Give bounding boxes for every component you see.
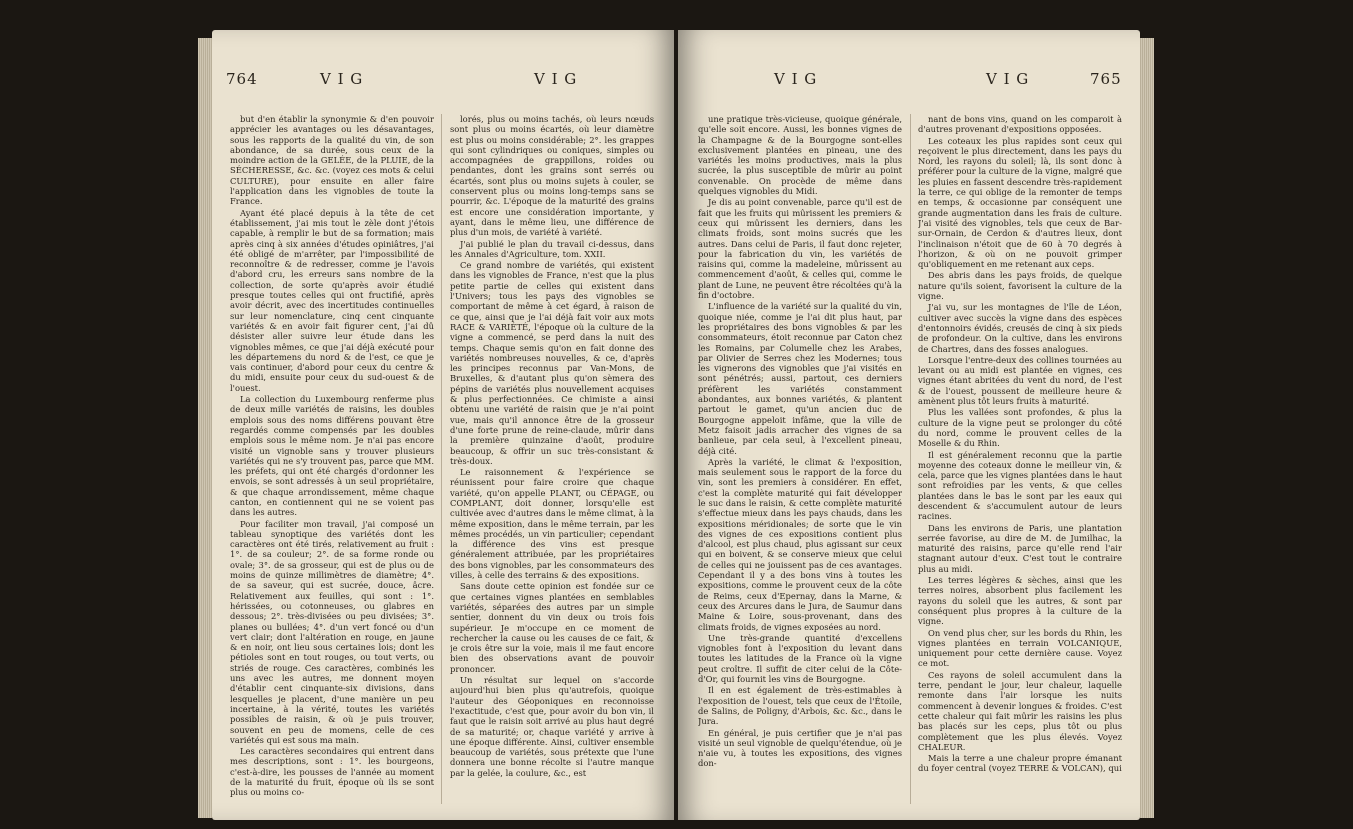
paragraph: En général, je puis certifier que je n'ai pas visité un seul vignoble de quelqu'étendue, où je n'aie vu, à toutes les expositions, des vignes don- [698, 727, 902, 769]
right-column-2 [918, 114, 1122, 814]
paragraph: Des abris dans les pays froids, de quelque nature qu'ils soient, favorisent la culture de la vigne. [918, 270, 1122, 302]
paragraph: Un résultat sur lequel on s'accorde aujourd'hui bien plus qu'autrefois, quoique l'auteur des Géoponiques en reconnoisse l'exactitude, c'est que, pour avoir du bon vin, il faut que le raisin soit arrivé au plus haut degré de sa maturité; or, chaque variété y arrive à une époque différente. Ainsi, cultiver ensemble beaucoup de variétés, sous prétexte que l'une donnera une bonne récolte si l'autre manque par la gelée, la coulure, &c., est [450, 675, 654, 778]
paragraph: Après la variété, le climat & l'exposition, mais seulement sous le rapport de la force du vin, sont les premiers à considérer. En effet, c'est la complète maturité qui fait développer le suc dans le raisin, & cette complète maturité s'effectue mieux dans les pays chauds, dans les expositions méridionales; de sorte que le vin des vignes de ces expositions contient plus d'alcool, est plus chaud, plus agissant sur ceux qui en boivent, & se conserve mieux que celui de celles qui ne jouissent pas de ces avantages. Cependant il y a des bons vins à toutes les expositions, comme le prouvent ceux de la côte de Reims, ceux d'Epernay, dans la Marne, & ceux des Arcures dans le Jura, de Saumur dans Maine & Loire, sous-provenant, dans des climats froids, de vignes exposées au nord. [698, 456, 902, 632]
column-divider [910, 114, 911, 804]
left-header-left: V I G [320, 70, 364, 88]
paragraph: Le raisonnement & l'expérience se réunissent pour faire croire que chaque variété, qu'on appelle PLANT, ou CÉPAGE, ou COMPLANT, doit donner, lorsqu'elle est cultivée avec d'autres dans le même climat, à la même exposition, dans le même terrain, par les mêmes procédés, un vin particulier; cependant la différence des vins est presque généralement attribuée, par les propriétaires des bons vignobles, par les consommateurs des villes, à celle des terrains & des expositions. [450, 467, 654, 581]
paragraph: Sans doute cette opinion est fondée sur ce que certaines vignes plantées en semblables variétés, séparées des autres par un simple sentier, donnent du vin deux ou trois fois supérieur. Je m'occupe en ce moment de rechercher la cause ou les causes de ce fait, & je crois être sur la voie, mais il me faut encore bien des observations avant de pouvoir prononcer. [450, 581, 654, 674]
paragraph: Lorsque l'entre-deux des collines tournées au levant ou au midi est plantée en vignes, ces vignes étant abritées du vent du nord, de l'est & de l'ouest, poussent de meilleure heure & amènent plus tôt leurs fruits à maturité. [918, 354, 1122, 407]
paragraph: Ces rayons de soleil accumulent dans la terre, pendant le jour, leur chaleur, laquelle remonte dans l'air lorsque les nuits commencent à devenir longues & froides. C'est cette chaleur qui fait mûrir les raisins les plus bas placés sur les ceps, plus tôt ou plus complètement que les plus élevés. Voyez CHALEUR. [918, 669, 1122, 752]
paragraph: L'influence de la variété sur la qualité du vin, quoique niée, comme je l'ai dit plus haut, par les propriétaires des bons vignobles & par les consommateurs, étoit reconnue par Caton chez les Romains, par Columelle chez les Arabes, par Olivier de Serres chez les Modernes; tous les vignerons des vignobles que j'ai visités en sont pénétrés; aussi, partout, ces derniers préfèrent les variétés constamment abondantes, aux bonnes variétés, & plantent partout le gamet, qu'un ancien duc de Bourgogne appeloit infâme, que la ville de Metz faisoit jadis arracher des vignes de sa banlieue, par cela seul, à l'excellent pineau, déjà cité. [698, 301, 902, 456]
page-edges-left [198, 38, 212, 818]
right-header-right: V I G [986, 70, 1030, 88]
left-column-1 [230, 114, 434, 814]
paragraph: Dans les environs de Paris, une plantation serrée favorise, au dire de M. de Jumilhac, la maturité des raisins, parce qu'elle rend l'air stagnant autour d'eux. C'est tout le contraire plus au midi. [918, 522, 1122, 574]
paragraph: Je dis au point convenable, parce qu'il est de fait que les fruits qui mûrissent les premiers & ceux qui mûrissent les derniers, dans les climats froids, sont moins sucrés que les autres. Dans celui de Paris, il faut donc rejeter, pour la fabrication du vin, les variétés de raisins qui, comme la madeleine, mûrissent au commencement d'août, & celles qui, comme le plant de Lune, ne peuvent être récoltées qu'à la fin d'octobre. [698, 197, 902, 301]
paragraph: Pour faciliter mon travail, j'ai composé un tableau synoptique des variétés dont les caractères ont été tirés, relativement au fruit : 1°. de sa couleur; 2°. de sa forme ronde ou ovale; 3°. de sa grosseur, qui est de plus ou de moins de quinze millimètres de diamètre; 4°. de sa saveur, qui est sucrée, douce, âcre. Relativement aux feuilles, qui sont : 1°. hérissées, ou cotonneuses, ou glabres en dessous; 2°. très-divisées ou peu divisées; 3°. planes ou bullées; 4°. d'un vert foncé ou d'un vert clair; dont l'altération en rouge, en jaune & en noir, ont lieu sous certaines lois; dont les pétioles sont en tout rouges, ou tout verts, ou striés de rouge. Ces caractères, combinés les uns avec les autres, me donnent moyen d'établir cent cinquante-six divisions, dans lesquelles je placent, d'une manière un peu incertaine, à la vérité, toutes les variétés possibles de raisin, & où je puis trouver, souvent en peu de momens, celle de ces variétés qui est sous ma main. [230, 518, 434, 745]
paragraph: J'ai publié le plan du travail ci-dessus, dans les Annales d'Agriculture, tom. XXII. [450, 238, 654, 259]
paragraph: J'ai vu, sur les montagnes de l'île de Léon, cultiver avec succès la vigne dans des espèces d'entonnoirs évidés, creusés de cinq à six pieds de profondeur. On la cultive, dans les environs de Chartres, dans des fosses analogues. [918, 302, 1122, 354]
right-page-number: 765 [1090, 70, 1122, 88]
right-page [678, 30, 1140, 820]
paragraph: lorés, plus ou moins tachés, où leurs nœuds sont plus ou moins écartés, où leur diamètre est plus ou moins considérable; 2°. les grappes qui sont cylindriques ou coniques, simples ou accompagnées de grappillons, roides ou pendantes, dont les grains sont serrés ou écartés, sont plus ou moins sujets à couler, se conservent plus ou moins long-temps sans se pourrir, &c. L'époque de la maturité des grains est encore une considération importante, y ayant, dans le même lieu, une différence de plus d'un mois, de variété à variété. [450, 114, 654, 238]
right-column-1 [698, 114, 902, 814]
left-header-right: V I G [534, 70, 578, 88]
paragraph: Une très-grande quantité d'excellens vignobles font à l'exposition du levant dans toutes les latitudes de la France où la vigne peut croître. Il suffit de citer celui de la Côte-d'Or, qui fournit les vins de Bourgogne. [698, 632, 902, 685]
paragraph: but d'en établir la synonymie & d'en pouvoir apprécier les avantages ou les désavantages, sous les rapports de la qualité du vin, de son abondance, de sa durée, sous ceux de la moindre action de la GELÉE, de la PLUIE, de la SÉCHERESSE, &c. &c. (voyez ces mots & celui CULTURE), pour ensuite en aller faire l'application dans les vignobles de toute la France. [230, 114, 434, 207]
left-column-2 [450, 114, 654, 814]
paragraph: Il en est également de très-estimables à l'exposition de l'ouest, tels que ceux de l'Étoile, de Salins, de Poligny, d'Arbois, &c. &c., dans le Jura. [698, 685, 902, 727]
paragraph: Mais la terre a une chaleur propre émanant du foyer central (voyez TERRE & VOLCAN), qui [918, 753, 1122, 774]
paragraph: Ce grand nombre de variétés, qui existent dans les vignobles de France, n'est que la plus petite partie de celles qui existent dans l'Univers; tous les pays des vignobles se comportant de même à cet égard, à raison de ce que, ainsi que je l'ai déjà fait voir aux mots RACE & VARIÉTÉ, l'époque où la culture de la vigne a commencé, se perd dans la nuit des temps. Chaque semis qu'on en fait donne des variétés nombreuses nouvelles, & ce, d'après les principes reconnus par Van-Mons, de Bruxelles, & d'autant plus qu'on sèmera des pépins de variétés plus nouvellement acquises & plus perfectionnées. Ce chimiste a ainsi obtenu une variété de raisin que je n'ai point vue, mais qu'il annonce être de la grosseur d'une forte prune de reine-claude, mûrir dans la première quinzaine d'août, produire beaucoup, & offrir un suc très-consistant & très-doux. [450, 260, 654, 466]
paragraph: Les terres légères & sèches, ainsi que les terres noires, absorbent plus facilement les rayons du soleil que les autres, & sont par conséquent plus propres à la culture de la vigne. [918, 575, 1122, 627]
paragraph: Il est généralement reconnu que la partie moyenne des coteaux donne le meilleur vin, & cela, parce que les vignes plantées dans le haut sont refroidies par les vents, & que celles plantées dans le bas le sont par les eaux qui descendent & s'accumulent autour de leurs racines. [918, 449, 1122, 522]
left-page-number: 764 [226, 70, 258, 88]
left-page [212, 30, 674, 820]
paragraph: La collection du Luxembourg renferme plus de deux mille variétés de raisins, les doubles emplois sous des noms différens pouvant être regardés comme compensés par les doubles emplois sous le même nom. Je n'ai pas encore visité un vignoble sans y trouver plusieurs variétés qui ne s'y trouvent pas, parce que MM. les préfets, qui ont été chargés d'ordonner les envois, se sont adressés à un seul propriétaire, & que chaque arrondissement, même chaque canton, en contiennent qui ne se voient pas dans les autres. [230, 394, 434, 518]
paragraph: Plus les vallées sont profondes, & plus la culture de la vigne peut se prolonger du côté du nord, comme le prouvent celles de la Moselle & du Rhin. [918, 407, 1122, 449]
column-divider [441, 114, 442, 804]
page-edges-right [1140, 38, 1154, 818]
paragraph: Les coteaux les plus rapides sont ceux qui reçoivent le plus directement, dans les pays du Nord, les rayons du soleil; là, ils sont donc à préférer pour la culture de la vigne, malgré que les pluies en fassent descendre très-rapidement la terre, ce qui oblige de la remonter de temps en temps, & occasionne par conséquent une grande augmentation dans les frais de culture. J'ai visité des vignobles, tels que ceux de Bar-sur-Ornain, de Cerdon & d'autres lieux, dont l'inclinaison n'étoit que de 60 à 70 degrés à l'horizon, & où on ne pouvoit grimper qu'obliquement en me retenant aux ceps. [918, 135, 1122, 270]
right-header-left: V I G [774, 70, 818, 88]
paragraph: On vend plus cher, sur les bords du Rhin, les vignes plantées en terrain VOLCANIQUE, uniquement pour cette dernière cause. Voyez ce mot. [918, 627, 1122, 669]
paragraph: une pratique très-vicieuse, quoique générale, qu'elle soit encore. Aussi, les bonnes vignes de la Champagne & de la Bourgogne sont-elles exclusivement plantées en pineau, une des variétés les moins productives, mais la plus sucrée, la plus susceptible de mûrir au point convenable. On procède de même dans quelques vignobles du Midi. [698, 114, 902, 197]
paragraph: nant de bons vins, quand on les comparoit à d'autres provenant d'expositions opposées. [918, 114, 1122, 135]
paragraph: Ayant été placé depuis à la tête de cet établissement, j'ai mis tout le zèle dont j'étois capable, à remplir le but de sa formation; mais après cinq à six années d'études opiniâtres, j'ai été obligé de m'arrêter, par l'impossibilité de reconnoître & de redresser, comme je l'avois d'abord cru, les erreurs sans nombre de la collection, de sorte qu'après avoir étudié presque toutes celles qui ont fructifié, après avoir décrit, avec des incertitudes continuelles sur leur nomenclature, cinq cent cinquante variétés & en avoir fait figurer cent, j'ai dû désister aller suivre leur étude dans les vignobles mêmes, ce que j'ai déjà exécuté pour les départemens du nord & de l'est, ce que je vais continuer, d'abord pour ceux du centre & du midi, ensuite pour ceux du sud-ouest & de l'ouest. [230, 207, 434, 393]
paragraph: Les caractères secondaires qui entrent dans mes descriptions, sont : 1°. les bourgeons, c'est-à-dire, les pousses de l'année au moment de la maturité du fruit, époque où ils se sont plus ou moins co- [230, 746, 434, 798]
